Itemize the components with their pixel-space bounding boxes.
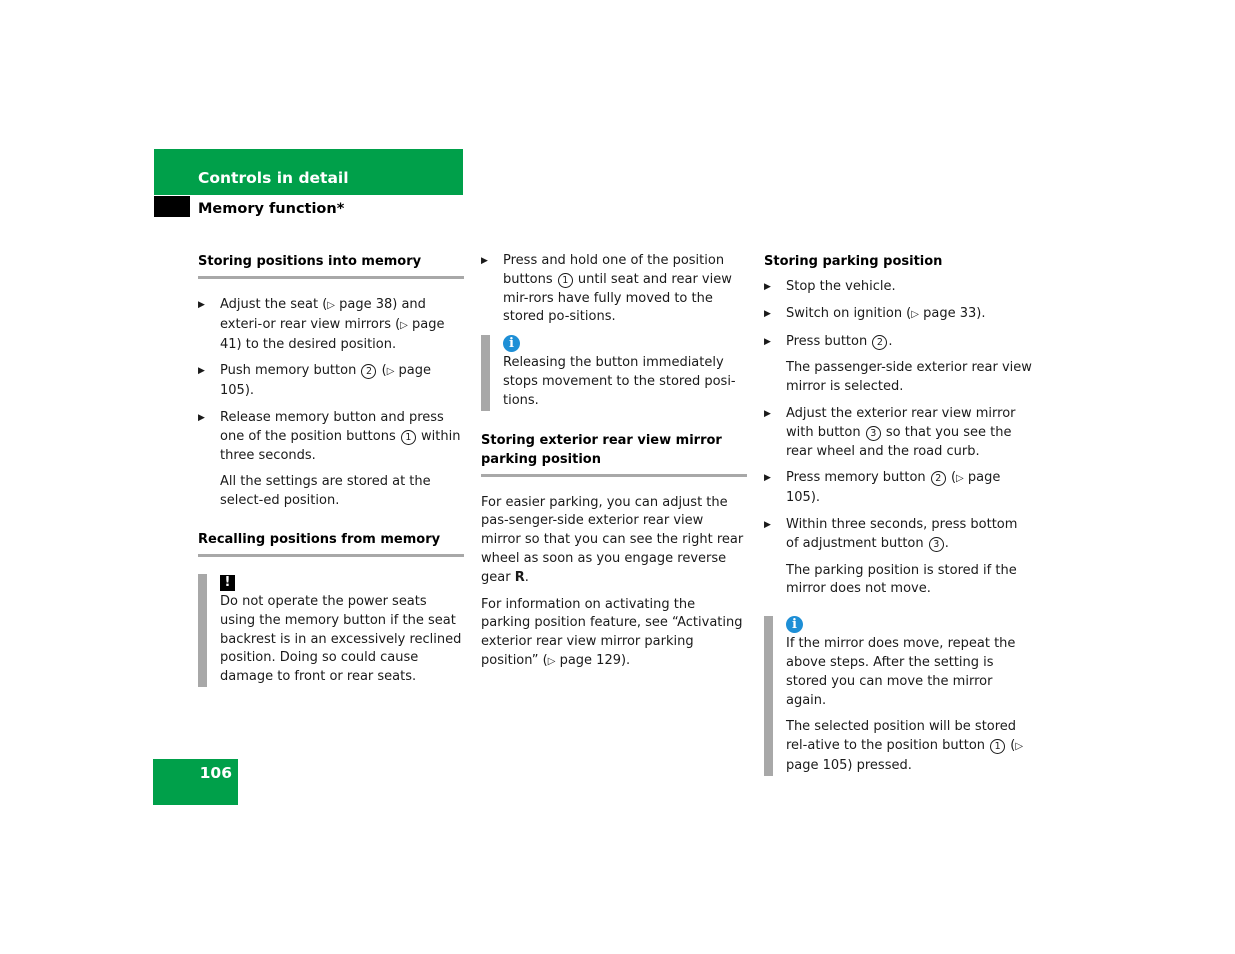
step-arrow-icon: ▶ <box>198 412 205 423</box>
button-number-badge: 2 <box>361 364 376 379</box>
page-ref-icon: ▷ <box>400 319 408 331</box>
step-arrow-icon: ▶ <box>764 308 771 319</box>
info-icon: i <box>786 616 803 633</box>
step-press-adjustment: ▶ Within three seconds, press bottom of adjustment button 3 . <box>764 516 1018 551</box>
reverse-gear-label: R <box>514 569 525 585</box>
button-number-badge: 1 <box>401 430 416 445</box>
page-ref-icon: ▷ <box>1015 741 1024 753</box>
page-ref-icon: ▷ <box>386 366 395 378</box>
step-push-memory: ▶ Push memory button 2 (▷ page 105). <box>198 363 431 399</box>
button-number-badge: 3 <box>866 426 881 441</box>
step-arrow-icon: ▶ <box>198 366 205 377</box>
column-1 <box>198 252 464 695</box>
paragraph-easier-parking: For easier parking, you can adjust the pas-senger-side exterior rear view mirror so that you can see the right rear wheel as soon as you engage reverse gear R. <box>481 494 744 585</box>
button-number-badge: 3 <box>929 537 944 552</box>
heading-storing-parking: Storing parking position <box>764 254 943 269</box>
page-ref-icon: ▷ <box>547 655 556 667</box>
warning-callout <box>198 574 464 687</box>
step-arrow-icon: ▶ <box>764 282 771 292</box>
subsection-tab-marker <box>154 196 190 217</box>
step-switch-ignition: ▶ Switch on ignition (▷ page 33). <box>764 305 1032 325</box>
info-callout <box>481 335 747 410</box>
parking-stored-note: The parking position is stored if the mirror does not move. <box>786 562 1017 597</box>
info-icon: i <box>503 335 520 352</box>
step-press-hold-position: ▶ Press and hold one of the position buttons 1 until seat and rear view mir-rors have fully moved to the stored po-sitions. <box>481 253 732 325</box>
step-stop-vehicle: ▶ Stop the vehicle. <box>764 278 1032 297</box>
step-adjust-mirror: ▶ Adjust the exterior rear view mirror with button 3 so that you see the rear wheel and the road curb. <box>764 405 1016 459</box>
button-number-badge: 2 <box>872 335 887 350</box>
subsection-title: Memory function* <box>198 201 345 217</box>
page-ref-icon: ▷ <box>911 308 919 320</box>
info-text-stored: The selected position will be stored rel-ative to the position button 1 (▷ page 105) pressed. <box>786 719 1024 773</box>
button-number-badge: 1 <box>558 273 573 288</box>
step-arrow-icon: ▶ <box>764 473 771 484</box>
step-release-memory: ▶ Release memory button and press one of the position buttons 1 within three seconds. <box>198 409 461 463</box>
page-ref-icon: ▷ <box>956 473 964 485</box>
warning-exclamation-icon: ! <box>220 575 235 591</box>
section-title: Controls in detail <box>198 169 349 187</box>
step-adjust-seat: ▶ Adjust the seat (▷ page 38) and exteri-or rear view mirrors (▷ page 41) to the desired position. <box>198 297 445 352</box>
column-3 <box>764 252 1032 784</box>
info-callout <box>764 616 1032 776</box>
step-press-memory: ▶ Press memory button 2 (▷ page 105). <box>764 470 1001 506</box>
page-ref-icon: ▷ <box>327 300 335 311</box>
step-arrow-icon: ▶ <box>764 336 771 347</box>
step-arrow-icon: ▶ <box>764 519 771 530</box>
heading-storing-positions: Storing positions into memory <box>198 252 464 279</box>
step-arrow-icon: ▶ <box>764 408 771 419</box>
paragraph-activation-info: For information on activating the parking position feature, see “Activating exterior rear view mirror parking position” (▷ page 129). <box>481 596 743 668</box>
step-press-button: ▶ Press button 2 . <box>764 333 1032 352</box>
info-text-repeat: If the mirror does move, repeat the above steps. After the setting is stored you can move the mirror again. <box>786 636 1016 708</box>
info-text: Releasing the button immediately stops movement to the stored posi-tions. <box>503 355 736 408</box>
mirror-selected-note: The passenger-side exterior rear view mirror is selected. <box>786 360 1032 395</box>
heading-recalling-positions: Recalling positions from memory <box>198 530 464 557</box>
button-number-badge: 2 <box>931 471 946 486</box>
result-note: All the settings are stored at the select-ed position. <box>220 474 431 509</box>
step-arrow-icon: ▶ <box>198 300 205 310</box>
step-arrow-icon: ▶ <box>481 256 488 266</box>
warning-text: Do not operate the power seats using the memory button if the seat backrest is in an excessively reclined position. Doing so could cause damage to front or rear seats. <box>220 593 462 685</box>
column-2 <box>481 252 747 680</box>
button-number-badge: 1 <box>990 739 1005 754</box>
heading-mirror-parking: Storing exterior rear view mirror parking position <box>481 431 747 477</box>
page-number: 106 <box>199 764 232 782</box>
